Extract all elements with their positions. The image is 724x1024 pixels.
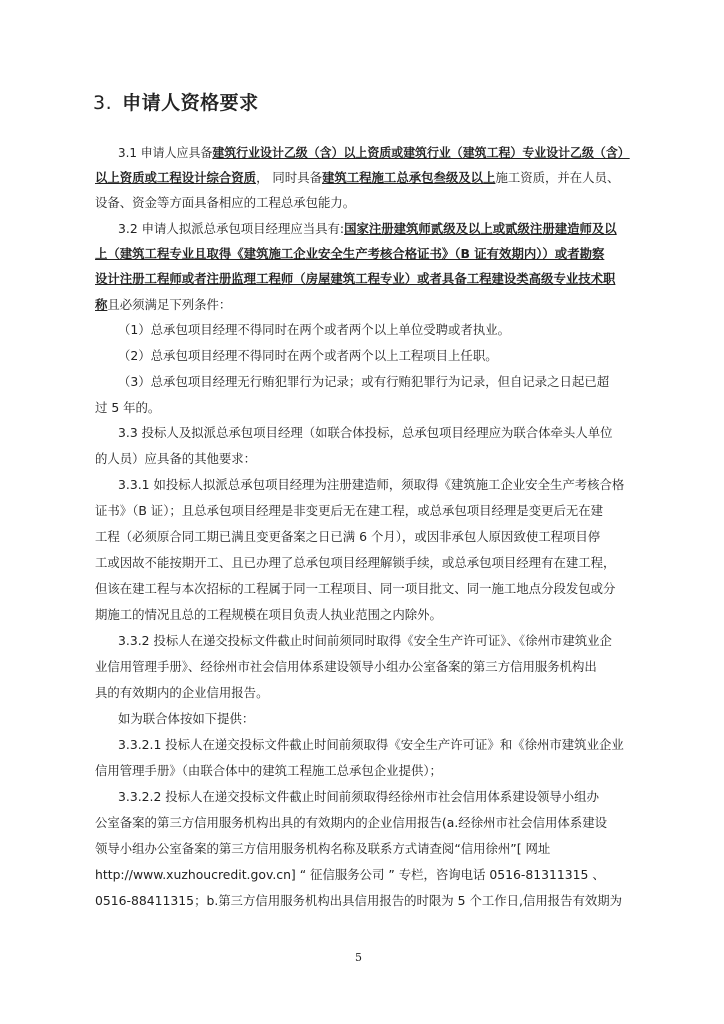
underlined-text: 设计注册工程师或者注册监理工程师（房屋建筑工程专业）或者具备工程建设类高级专业技术职 <box>95 271 616 286</box>
para-3-3-1-line-5: 但该在建工程与本次招标的工程属于同一工程项目、同一项目批文、同一施工地点分段发包或分 <box>95 581 616 596</box>
underlined-text: 建筑行业设计乙级（含）以上资质或建筑行业（建筑工程）专业设计乙级（含） <box>212 145 630 160</box>
para-3-3-2-line-4: 如为联合体按如下提供： <box>118 711 255 726</box>
para-3-3-2-2-line-3: 领导小组办公室备案的第三方信用服务机构名称及联系方式请查阅“信用徐州”[ 网址 <box>95 841 551 856</box>
para-3-3-line-1: 3.3 投标人及拟派总承包项目经理（如联合体投标，总承包项目经理应为联合体牵头人单位 <box>118 425 613 440</box>
text-span: 且必须满足下列条件： <box>107 297 232 312</box>
text-span: 3.2 申请人拟派总承包项目经理应当具有: <box>118 221 345 236</box>
para-3-1-line-3: 设备、资金等方面具备相应的工程总承包能力。 <box>95 195 356 210</box>
para-3-3-2-1-line-2: 信用管理手册》（由联合体中的建筑工程施工总承包企业提供）； <box>95 763 442 778</box>
para-3-3-1-line-2: 证书》（B 证）；且总承包项目经理是非变更后无在建工程，或总承包项目经理是变更后无在建 <box>95 503 604 518</box>
para-3-3-1-line-1: 3.3.1 如投标人拟派总承包项目经理为注册建造师，须取得《建筑施工企业安全生产考核合格 <box>118 477 625 492</box>
text-span: 施工资质，并在人员、 <box>495 170 620 185</box>
underlined-text: 以上资质或工程设计综合资质 <box>95 170 257 185</box>
condition-3-line-1: （3）总承包项目经理无行贿犯罪行为记录；或有行贿犯罪行为记录，但自记录之日起已超 <box>118 374 610 389</box>
section-heading <box>93 88 259 115</box>
page-number: 5 <box>355 951 362 964</box>
para-3-3-2-2-line-2: 公室备案的第三方信用服务机构出具的有效期内的企业信用报告(a.经徐州市社会信用体系建设 <box>95 815 607 830</box>
underlined-text: 建筑工程施工总承包叁级及以上 <box>321 170 496 185</box>
para-3-3-line-2: 的人员）应具备的其他要求： <box>95 451 257 466</box>
para-3-1-line-1 <box>118 145 630 161</box>
para-3-3-1-line-3: 工程（必须原合同工期已满且变更备案之日已满 6 个月），或因非承包人原因致使工程项目停 <box>95 529 601 544</box>
para-3-3-2-2-line-5: 0516-88411315；b.第三方信用服务机构出具信用报告的时限为 5 个工作日,信用报告有效期为 <box>95 893 623 908</box>
para-3-1-line-2 <box>95 170 619 186</box>
underlined-text: 上（建筑工程专业且取得《建筑施工企业安全生产考核合格证书》（B 证有效期内））或者勘察 <box>95 246 605 261</box>
section-title: 申请人资格要求 <box>122 92 259 114</box>
para-3-3-1-line-6: 期施工的情况且总的工程规模在项目负责人执业范围之内除外。 <box>95 607 442 622</box>
para-3-2-line-1 <box>118 221 617 237</box>
para-3-2-line-3 <box>95 271 615 287</box>
condition-2: （2）总承包项目经理不得同时在两个或者两个以上工程项目上任职。 <box>118 348 498 363</box>
para-3-3-2-line-1: 3.3.2 投标人在递交投标文件截止时间前须同时取得《安全生产许可证》、《徐州市建筑业企 <box>118 633 612 648</box>
condition-3-line-2: 过 5 年的。 <box>95 400 161 415</box>
para-3-3-2-1-line-1: 3.3.2.1 投标人在递交投标文件截止时间前须取得《安全生产许可证》和《徐州市建筑业企业 <box>118 737 624 752</box>
para-3-3-2-2-line-1: 3.3.2.2 投标人在递交投标文件截止时间前须取得经徐州市社会信用体系建设领导小组办 <box>118 789 599 804</box>
condition-1: （1）总承包项目经理不得同时在两个或者两个以上单位受聘或者执业。 <box>118 322 510 337</box>
para-3-3-2-line-3: 具的有效期内的企业信用报告。 <box>95 685 269 700</box>
para-3-2-line-2 <box>95 246 604 262</box>
text-span: 3.1 申请人应具备 <box>118 145 213 160</box>
underlined-text: 国家注册建筑师贰级及以上或贰级注册建造师及以 <box>344 221 617 236</box>
para-3-3-2-line-2: 业信用管理手册》、经徐州市社会信用体系建设领导小组办公室备案的第三方信用服务机构出 <box>95 659 597 674</box>
para-3-2-line-4 <box>95 297 231 313</box>
text-span: ， 同时具备 <box>256 170 322 185</box>
para-3-3-1-line-4: 工或因故不能按期开工、且已办理了总承包项目经理解锁手续，或总承包项目经理有在建工程， <box>95 555 616 570</box>
section-number: 3. <box>93 92 113 114</box>
para-3-3-2-2-line-4: http://www.xuzhoucredit.gov.cn] “ 征信服务公司 ” 专栏，咨询电话 0516-81311315 、 <box>95 867 605 882</box>
underlined-text: 称 <box>95 297 108 312</box>
